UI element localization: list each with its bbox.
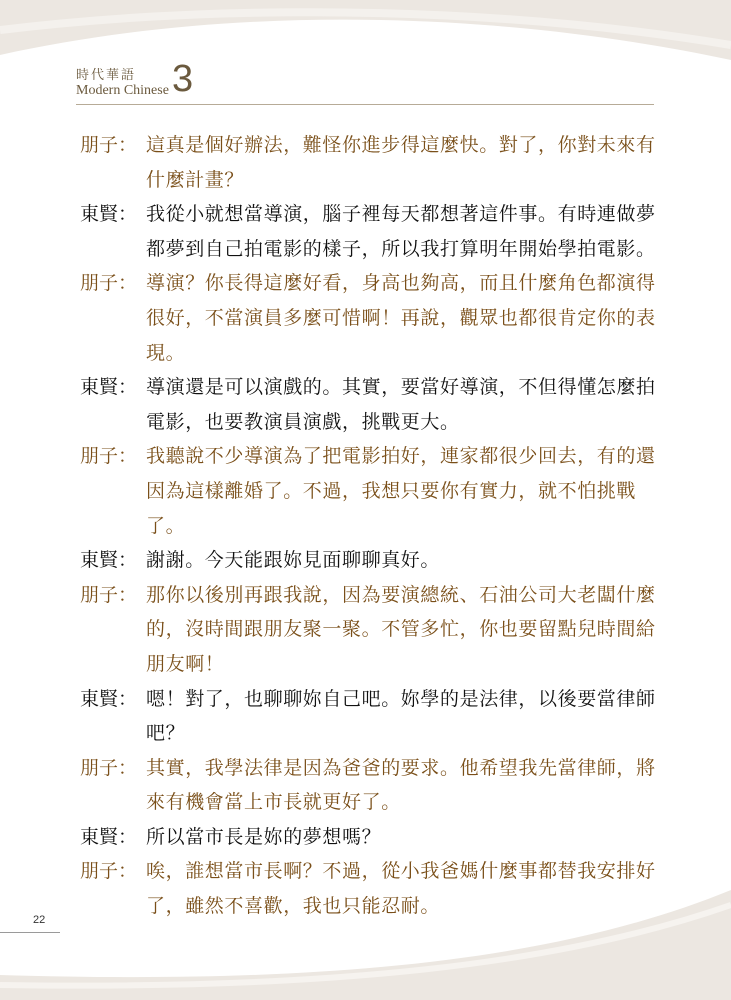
speaker-label: 朋子： [80, 860, 138, 883]
dialogue-text: 導演？你長得這麼好看，身高也夠高，而且什麼角色都演得很好，不當演員多麼可惜啊！再說，觀眾也都很肯定你的表現。 [146, 272, 656, 364]
page-number: 22 [33, 914, 46, 926]
dialogue-line [80, 682, 660, 751]
dialogue-line [80, 370, 660, 439]
speaker-label: 朋子： [80, 445, 138, 468]
dialogue-line [80, 578, 660, 682]
dialogue-text: 這真是個好辦法，難怪你進步得這麼快。對了，你對未來有什麼計畫？ [146, 134, 656, 191]
dialogue-line [80, 128, 660, 197]
footer-divider [0, 932, 60, 933]
speaker-label: 東賢： [80, 549, 138, 572]
speaker-label: 東賢： [80, 376, 138, 399]
dialogue [80, 128, 660, 924]
dialogue-text: 唉，誰想當市長啊？不過，從小我爸媽什麼事都替我安排好了，雖然不喜歡，我也只能忍耐。 [146, 860, 656, 918]
series-title-chinese: 時代華語 [76, 68, 137, 83]
dialogue-text: 導演還是可以演戲的。其實，要當好導演，不但得懂怎麼拍電影，也要教演員演戲，挑戰更大。 [146, 376, 656, 433]
speaker-label: 朋子： [80, 756, 138, 779]
speaker-label: 東賢： [80, 687, 138, 710]
dialogue-text: 謝謝。今天能跟妳見面聊聊真好。 [146, 549, 441, 572]
speaker-label: 朋子： [80, 583, 138, 606]
dialogue-line [80, 197, 660, 266]
speaker-label: 東賢： [80, 825, 138, 848]
dialogue-text: 所以當市長是妳的夢想嗎？ [146, 825, 382, 848]
series-title-english: Modern Chinese [76, 83, 169, 98]
dialogue-line [80, 266, 660, 370]
dialogue-line [80, 439, 660, 543]
dialogue-line [80, 854, 660, 923]
dialogue-line [80, 543, 660, 578]
dialogue-line [80, 820, 660, 855]
header-divider [76, 104, 654, 105]
dialogue-text: 那你以後別再跟我說，因為要演總統、石油公司大老闆什麼的，沒時間跟朋友聚一聚。不管多忙，你也要留點兒時間給朋友啊！ [146, 583, 656, 675]
dialogue-line [80, 751, 660, 820]
dialogue-text: 其實，我學法律是因為爸爸的要求。他希望我先當律師，將來有機會當上市長就更好了。 [146, 756, 656, 814]
dialogue-text: 嗯！對了，也聊聊妳自己吧。妳學的是法律，以後要當律師吧？ [146, 687, 656, 745]
speaker-label: 東賢： [80, 203, 138, 226]
volume-number: 3 [172, 58, 194, 100]
speaker-label: 朋子： [80, 272, 138, 295]
dialogue-text: 我聽說不少導演為了把電影拍好，連家都很少回去，有的還因為這樣離婚了。不過，我想只要你有實力，就不怕挑戰了。 [146, 445, 656, 537]
speaker-label: 朋子： [80, 134, 138, 156]
dialogue-text: 我從小就想當導演，腦子裡每天都想著這件事。有時連做夢都夢到自己拍電影的樣子，所以我打算明年開始學拍電影。 [146, 203, 656, 260]
